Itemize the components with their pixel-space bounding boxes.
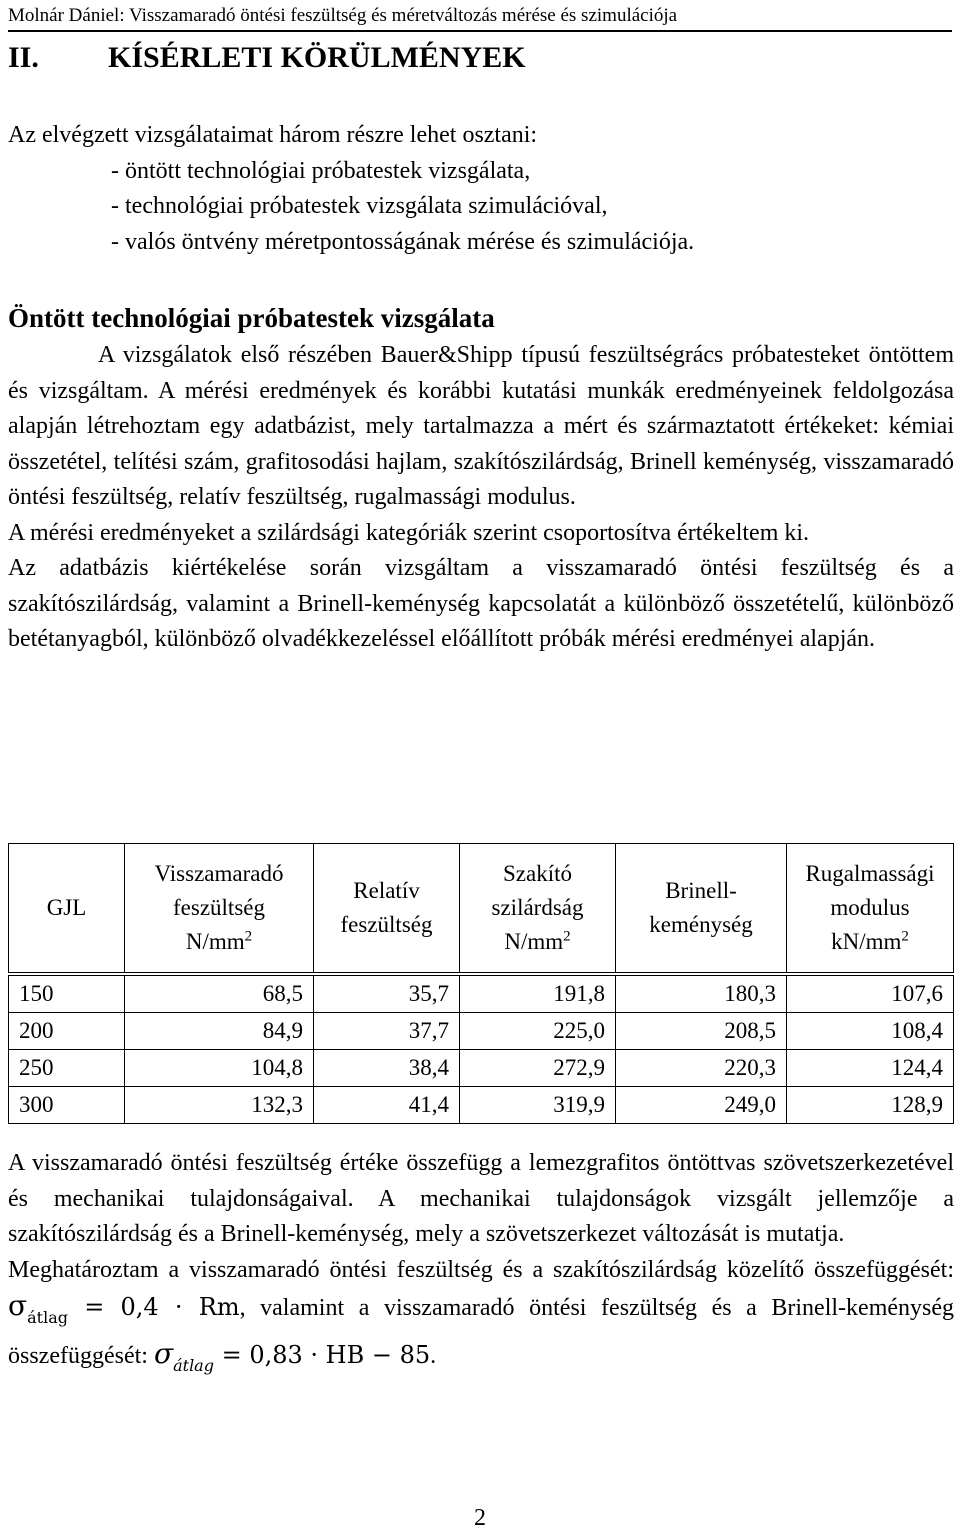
table-cell: 107,6 — [787, 974, 954, 1013]
list-item: - öntött technológiai próbatestek vizsgálata, — [111, 157, 531, 184]
header-relative-stress: Relatív feszültség — [314, 844, 460, 975]
header-elastic-modulus: Rugalmassági modulus $kN/mm^2$ — [787, 844, 954, 975]
header-residual-stress: Visszamaradó feszültség $N/mm^2$ — [125, 844, 314, 975]
table-row — [9, 1050, 954, 1087]
table-cell: 108,4 — [787, 1013, 954, 1050]
table-cell: 249,0 — [616, 1087, 787, 1124]
table-cell: 35,7 — [314, 974, 460, 1013]
table-cell: 220,3 — [616, 1050, 787, 1087]
paragraph: Az adatbázis kiértékelése során vizsgáltam a visszamaradó öntési feszültség és a szakítószilárdság, valamint a Brinell-keménység kapcsolatát a különböző összetételű, különböző betétanyagból, különböző olvadékkezeléssel előállított próbák mérési eredményei alapján. — [8, 555, 954, 652]
formula-brinell: $\sigma_{átlag} = 0,83$ · HB − 85 — [153, 1336, 431, 1375]
table-cell: 150 — [9, 974, 125, 1013]
table-row — [9, 1013, 954, 1050]
chapter-heading — [8, 38, 526, 78]
results-table — [8, 843, 954, 1124]
section-body — [8, 338, 954, 658]
table-cell: 68,5 — [125, 974, 314, 1013]
running-header: Molnár Dániel: Visszamaradó öntési feszültség és méretváltozás mérése és szimulációja — [8, 4, 952, 32]
paragraph: A visszamaradó öntési feszültség értéke összefügg a lemezgrafitos öntöttvas szövetszerkezetével és mechanikai tulajdonságaival. A mechanikai tulajdonságok vizsgált jellemzője a szakítószilárdság és a Brinell-keménység, mely a szövetszerkezet változását is mutatja. — [8, 1150, 954, 1247]
table-cell: 132,3 — [125, 1087, 314, 1124]
table-cell: 200 — [9, 1013, 125, 1050]
table-header-row — [9, 844, 954, 975]
conclusion-block — [8, 1146, 954, 1383]
table-cell: 41,4 — [314, 1087, 460, 1124]
paragraph: Meghatároztam a visszamaradó öntési feszültség és a szakítószilárdság közelítő összefüggését: $\sigma_{átlag} = 0,4 \cdot Rm$, valamint a visszamaradó öntési feszültség és a Brinell-keménység összefüggését: $\sigma_{átlag} = 0,83$ · HB − 85. — [8, 1256, 954, 1375]
table-cell: 38,4 — [314, 1050, 460, 1087]
table-cell: 104,8 — [125, 1050, 314, 1087]
table-row — [9, 1087, 954, 1124]
header-brinell-hardness: Brinell- keménység — [616, 844, 787, 975]
header-gjl: GJL — [9, 844, 125, 975]
table-cell: 124,4 — [787, 1050, 954, 1087]
table-cell: 191,8 — [460, 974, 616, 1013]
page-number: 2 — [474, 1505, 486, 1531]
header-tensile-strength: Szakító szilárdság $N/mm^2$ — [460, 844, 616, 975]
intro-list — [8, 154, 954, 261]
chapter-title: KÍSÉRLETI KÖRÜLMÉNYEK — [108, 41, 526, 74]
paragraph: A mérési eredményeket a szilárdsági kategóriák szerint csoportosítva értékeltem ki. — [8, 519, 810, 546]
table-cell: 319,9 — [460, 1087, 616, 1124]
intro-lead: Az elvégzett vizsgálataimat három részre lehet osztani: — [8, 122, 538, 148]
paragraph: A vizsgálatok első részében Bauer&Shipp típusú feszültségrács próbatesteket öntöttem és vizsgáltam. A mérési eredmények és korábbi kutatási munkák eredményeinek feldolgozása alapján létrehoztam egy adatbázist, mely tartalmazza a mért és származtatott értékeket: kémiai összetétel, telítési szám, grafitosodási hajlam, szakítószilárdság, Brinell keménység, visszamaradó öntési feszültség, relatív feszültség, rugalmassági modulus. — [8, 342, 954, 510]
table-cell: 128,9 — [787, 1087, 954, 1124]
table-row — [9, 974, 954, 1013]
table-cell: 250 — [9, 1050, 125, 1087]
chapter-number: II. — [8, 41, 39, 74]
table-cell: 37,7 — [314, 1013, 460, 1050]
table-cell: 300 — [9, 1087, 125, 1124]
intro-block — [8, 118, 954, 260]
table-cell: 84,9 — [125, 1013, 314, 1050]
section-title: Öntött technológiai próbatestek vizsgálata — [8, 303, 495, 333]
table-cell: 225,0 — [460, 1013, 616, 1050]
table-cell: 180,3 — [616, 974, 787, 1013]
list-item: - technológiai próbatestek vizsgálata szimulációval, — [111, 193, 608, 219]
table-cell: 208,5 — [616, 1013, 787, 1050]
table-cell: 272,9 — [460, 1050, 616, 1087]
list-item: - valós öntvény méretpontosságának mérése és szimulációja. — [111, 228, 695, 255]
formula-tensile: $\sigma_{átlag} = 0,4 \cdot Rm$ — [8, 1289, 240, 1327]
